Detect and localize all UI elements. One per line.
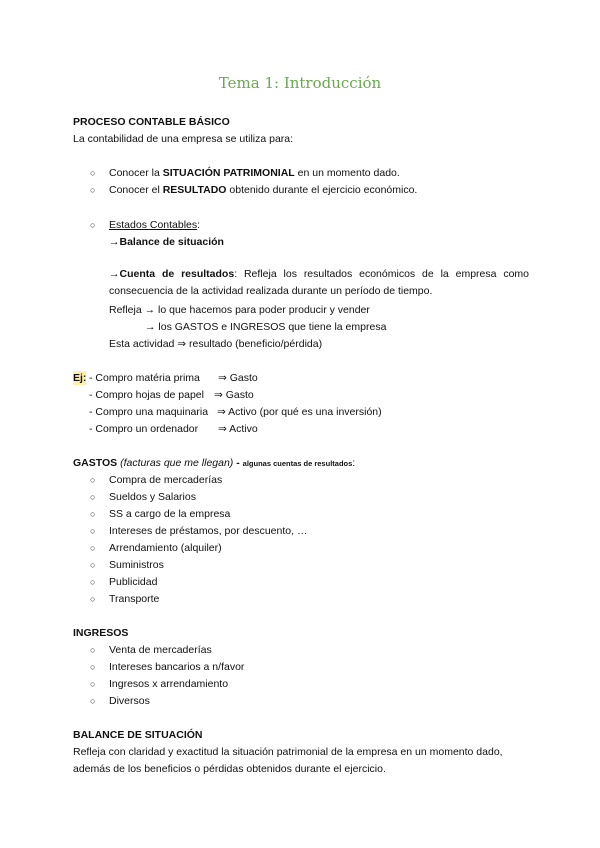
list-item: Ingresos x arrendamiento	[109, 678, 229, 690]
bullet-icon: ○	[90, 662, 96, 672]
bullet-icon: ○	[90, 560, 96, 570]
bullet-icon: ○	[90, 594, 96, 604]
list-item: Conocer el RESULTADO obtenido durante el ejercicio económico.	[109, 184, 418, 196]
cuenta-paragraph: →Cuenta de resultados: Refleja los resultados económicos de la empresa como consecuencia de la actividad realizada durante un período de tiempo.	[109, 268, 530, 297]
example-result: ⇒ Activo (por qué es una inversión)	[217, 406, 382, 418]
bullet-icon: ○	[90, 220, 96, 230]
section-heading-proceso: PROCESO CONTABLE BÁSICO	[73, 116, 230, 128]
example-result: ⇒ Gasto	[214, 389, 254, 401]
example-row: - Compro matéria prima	[89, 372, 200, 384]
example-row: - Compro una maquinaria	[89, 406, 209, 418]
bullet-icon: ○	[90, 696, 96, 706]
list-item: Conocer la SITUACIÓN PATRIMONIAL en un momento dado.	[109, 167, 400, 179]
balance-line-2: además de los beneficios o pérdidas obtenidos durante el ejercicio.	[73, 763, 386, 775]
list-item: Intereses bancarios a n/favor	[109, 661, 245, 673]
list-item: Publicidad	[109, 576, 158, 588]
example-label: Ej:	[73, 372, 87, 384]
bullet-icon: ○	[90, 543, 96, 553]
estados-label: Estados Contables:	[109, 219, 201, 231]
bullet-icon: ○	[90, 492, 96, 502]
balance-line: →Balance de situación	[109, 236, 224, 248]
actividad-line: Esta actividad ⇒ resultado (beneficio/pérdida)	[109, 338, 323, 350]
refleja-line-2: → los GASTOS e INGRESOS que tiene la empresa	[145, 321, 387, 333]
list-item: Sueldos y Salarios	[109, 491, 196, 503]
ingresos-heading: INGRESOS	[73, 627, 129, 639]
bullet-icon: ○	[90, 509, 96, 519]
list-item: Arrendamiento (alquiler)	[109, 542, 222, 554]
list-item: Diversos	[109, 695, 150, 707]
example-result: ⇒ Gasto	[218, 372, 258, 384]
list-item: Venta de mercaderías	[109, 644, 212, 656]
bullet-icon: ○	[90, 645, 96, 655]
balance-line-1: Refleja con claridad y exactitud la situación patrimonial de la empresa en un momento dado,	[73, 746, 503, 758]
list-item: Suministros	[109, 559, 164, 571]
gastos-heading: GASTOS (facturas que me llegan) - algunas cuentas de resultados:	[73, 457, 356, 469]
list-item: Compra de mercaderías	[109, 474, 223, 486]
list-item: SS a cargo de la empresa	[109, 508, 231, 520]
bullet-icon: ○	[90, 577, 96, 587]
refleja-line-1: Refleja → lo que hacemos para poder producir y vender	[109, 304, 370, 316]
bullet-icon: ○	[90, 475, 96, 485]
bullet-icon: ○	[90, 679, 96, 689]
balance-heading: BALANCE DE SITUACIÓN	[73, 729, 203, 741]
list-item: Intereses de préstamos, por descuento, …	[109, 525, 308, 537]
intro-text: La contabilidad de una empresa se utiliza para:	[73, 133, 294, 145]
bullet-icon: ○	[90, 185, 96, 195]
example-result: ⇒ Activo	[218, 423, 258, 435]
list-item: Transporte	[109, 593, 160, 605]
bullet-icon: ○	[90, 526, 96, 536]
bullet-icon: ○	[90, 168, 96, 178]
example-row: - Compro un ordenador	[89, 423, 199, 435]
example-row: - Compro hojas de papel	[89, 389, 204, 401]
page-title: Tema 1: Introducción	[218, 74, 382, 92]
